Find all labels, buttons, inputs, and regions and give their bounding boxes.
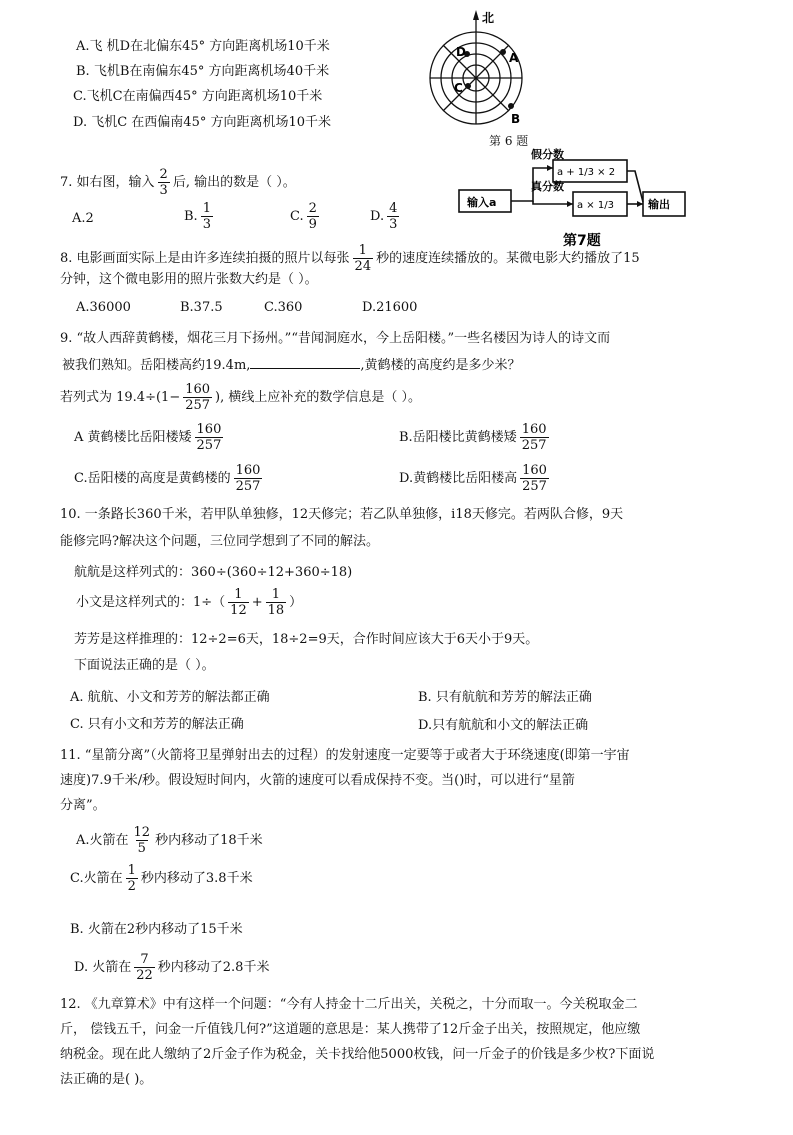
frac-num: 160 <box>185 382 211 397</box>
frac-den: 24 <box>354 259 372 274</box>
frac-den: 3 <box>389 217 398 232</box>
q8-fraction <box>353 243 374 274</box>
q9-option-c-text: C.岳阳楼的高度是黄鹤楼的 <box>74 471 231 486</box>
q9-option-b-fraction <box>520 422 549 453</box>
q10-plus: + <box>251 595 263 610</box>
q6-option-d: D. 飞机C 在西偏南45° 方向距离机场10千米 <box>73 115 332 130</box>
q10-hanghang: 航航是这样列式的：360÷(360÷12+360÷18) <box>74 565 353 580</box>
q7-suffix: 后, 输出的数是（ ）。 <box>172 175 296 190</box>
q7-prefix: 7. 如右图，输入 <box>60 175 155 190</box>
q9-option-b <box>399 420 552 456</box>
frac-den: 257 <box>185 398 211 413</box>
q9-line2 <box>62 356 521 375</box>
q10-xiaowen <box>76 585 302 621</box>
q6-label-a: A <box>509 51 519 65</box>
frac-num: 160 <box>196 422 222 437</box>
q11-option-b: B. 火箭在2秒内移动了15千米 <box>70 922 243 937</box>
frac-den: 2 <box>127 879 136 894</box>
frac-num: 1 <box>234 587 243 602</box>
q10-option-b: B. 只有航航和芳芳的解法正确 <box>418 690 592 705</box>
q6-option-a: A.飞 机D在北偏东45° 方向距离机场10千米 <box>76 39 330 54</box>
q9-line1: 9. “故人西辞黄鹤楼，烟花三月下扬州。”“昔闻洞庭水，今上岳阳楼。”一些名楼因为诗人的诗文而 <box>60 331 611 346</box>
q9-option-d-text: D.黄鹤楼比岳阳楼高 <box>399 471 518 486</box>
q9-option-a-text: A 黄鹤楼比岳阳楼矮 <box>74 430 192 445</box>
q8-line2: 分钟，这个微电影用的照片张数大约是（ ）。 <box>60 272 318 287</box>
q10-xiaowen-post: ） <box>289 595 303 610</box>
frac-num: 1 <box>271 587 281 602</box>
frac-den: 18 <box>267 603 285 618</box>
q10-fangfang: 芳芳是这样推理的：12÷2=6天，18÷2=9天，合作时间应该大于6天小于9天。 <box>74 632 539 647</box>
q9-option-a <box>74 420 226 456</box>
q11-option-d-fraction <box>134 952 155 983</box>
q7-option-b-label: B. <box>184 209 198 224</box>
q6-label-d: D <box>456 45 466 59</box>
q9-option-d-fraction <box>520 463 549 494</box>
q12-line2: 斤， 偿钱五千，问金一斤值钱几何?”这道题的意思是：某人携带了12斤金子出关，按照规定，他应缴 <box>60 1022 641 1037</box>
q7-option-d <box>370 200 402 234</box>
q7-fig-expr1: a + 1/3 × 2 <box>557 167 616 178</box>
q6-caption: 第 6 题 <box>489 134 529 148</box>
q8-option-a: A.36000 <box>76 300 131 315</box>
frac-den: 257 <box>521 438 547 453</box>
frac-num: 1 <box>127 863 136 878</box>
q7-option-b-fraction <box>201 201 213 232</box>
q7-option-c-label: C. <box>290 209 304 224</box>
frac-num: 7 <box>140 952 149 967</box>
frac-den: 9 <box>308 217 317 232</box>
frac-den: 5 <box>137 841 146 856</box>
q11-option-d-post: 秒内移动了2.8千米 <box>157 960 270 975</box>
q10-option-a: A. 航航、小文和芳芳的解法都正确 <box>70 690 270 705</box>
q9-line2-post: ,黄鹤楼的高度约是多少米？ <box>360 358 521 373</box>
q7-fig-improper: 假分数 <box>531 148 564 161</box>
q8-option-b: B.37.5 <box>180 300 223 315</box>
frac-num: 160 <box>522 463 547 478</box>
q10-frac1 <box>228 587 249 618</box>
q9-option-a-fraction <box>195 422 224 453</box>
frac-num: 160 <box>235 463 261 478</box>
frac-num: 160 <box>521 422 547 437</box>
q10-frac2 <box>266 587 287 618</box>
q7-option-d-fraction <box>387 201 399 232</box>
q10-line2: 能修完吗?解决这个问题，三位同学想到了不同的解法。 <box>60 534 379 549</box>
q8-option-c: C.360 <box>264 300 303 315</box>
frac-num: 4 <box>389 201 398 216</box>
q7-option-b <box>184 200 216 234</box>
q7-fig-proper: 真分数 <box>531 180 564 193</box>
frac-num: 12 <box>133 825 151 840</box>
q10-option-d: D.只有航航和小文的解法正确 <box>418 718 589 733</box>
q11-option-a <box>76 822 263 860</box>
q10-ask: 下面说法正确的是（ ）。 <box>74 658 215 673</box>
q9-option-c <box>74 461 265 497</box>
q7-option-a: A.2 <box>72 211 94 226</box>
frac-num: 1 <box>358 243 367 258</box>
q7-fig-output: 输出 <box>648 198 670 211</box>
q11-option-a-post: 秒内移动了18千米 <box>155 833 263 848</box>
frac-den: 257 <box>235 479 261 494</box>
q11-option-c-post: 秒内移动了3.8千米 <box>140 871 253 886</box>
q12-line4: 法正确的是( )。 <box>60 1072 153 1087</box>
q6-north-label: 北 <box>482 11 495 25</box>
frac-den: 3 <box>202 217 211 232</box>
q11-option-a-pre: A.火箭在 <box>76 833 129 848</box>
q11-option-c-pre: C.火箭在 <box>70 871 123 886</box>
q11-line1: 11. “星箭分离”（火箭将卫星弹射出去的过程）的发射速度一定要等于或者大于环绕速度(即第一宇宙 <box>60 748 630 763</box>
q10-option-c: C. 只有小文和芳芳的解法正确 <box>70 717 244 732</box>
q11-option-a-fraction <box>132 825 153 856</box>
frac-den: 12 <box>230 603 247 618</box>
q6-radar-figure <box>425 6 535 146</box>
frac-num: 1 <box>202 201 211 216</box>
q6-option-c: C.飞机C在南偏西45° 方向距离机场10千米 <box>73 89 323 104</box>
q7-input-num: 2 <box>159 167 168 182</box>
q6-label-c: C <box>454 81 463 95</box>
q7-stem <box>60 166 296 200</box>
q8-option-d: D.21600 <box>362 300 418 315</box>
q7-flowchart <box>455 146 715 250</box>
q10-line1: 10. 一条路长360千米，若甲队单独修，12天修完；若乙队单独修，i18天修完。若两队合修，9天 <box>60 507 624 522</box>
q9-line3 <box>60 380 421 416</box>
q7-input-fraction <box>158 167 170 198</box>
q9-option-d <box>399 461 552 497</box>
q6-label-b: B <box>511 112 521 126</box>
frac-den: 257 <box>196 438 222 453</box>
q9-option-c-fraction <box>234 463 263 494</box>
q12-line3: 纳税金。现在此人缴纳了2斤金子作为税金，关卡找给他5000枚钱，问一斤金子的价钱是多少枚?下面说 <box>60 1047 655 1062</box>
q8-line1-pre: 8. 电影画面实际上是由许多连续拍摄的照片以每张 <box>60 251 350 266</box>
q9-line3-post: ), 横线上应补充的数学信息是（ ）。 <box>215 390 422 405</box>
q11-line2: 速度)7.9千米/秒。假设短时间内，火箭的速度可以看成保持不变。当()时，可以进行“星箭 <box>60 773 575 788</box>
q7-option-c <box>290 200 322 234</box>
q9-option-b-text: B.岳阳楼比黄鹤楼矮 <box>399 430 517 445</box>
q11-option-d-pre: D. 火箭在 <box>74 960 132 975</box>
q11-option-d <box>74 949 269 987</box>
q12-line1: 12. 《九章算术》中有这样一个问题：“今有人持金十二斤出关，关税之，十分而取一。今关税取金二 <box>60 997 638 1012</box>
q8-line1-post: 秒的速度连续播放的。某微电影大约播放了15 <box>376 251 640 266</box>
q9-line3-fraction <box>183 382 212 413</box>
q10-xiaowen-pre: 小文是这样列式的：1÷（ <box>76 595 226 610</box>
q7-fig-caption: 第7题 <box>563 233 601 249</box>
q7-fig-input: 输入a <box>467 196 497 209</box>
frac-den: 257 <box>522 479 547 494</box>
q7-fig-expr2: a × 1/3 <box>577 200 614 211</box>
q9-answer-blank <box>250 356 360 369</box>
q9-line3-pre: 若列式为 19.4÷(1− <box>60 390 181 405</box>
frac-den: 22 <box>136 968 153 983</box>
q9-line2-pre: 被我们熟知。岳阳楼高约19.4m, <box>62 358 251 373</box>
frac-num: 2 <box>308 201 317 216</box>
q11-option-c-fraction <box>126 863 138 894</box>
q7-option-d-label: D. <box>370 209 385 224</box>
q7-input-den: 3 <box>159 183 168 198</box>
q11-line3: 分离”。 <box>60 798 106 813</box>
q6-option-b: B. 飞机B在南偏东45° 方向距离机场40千米 <box>76 64 330 79</box>
q7-option-c-fraction <box>307 201 319 232</box>
q11-option-c <box>70 860 253 898</box>
